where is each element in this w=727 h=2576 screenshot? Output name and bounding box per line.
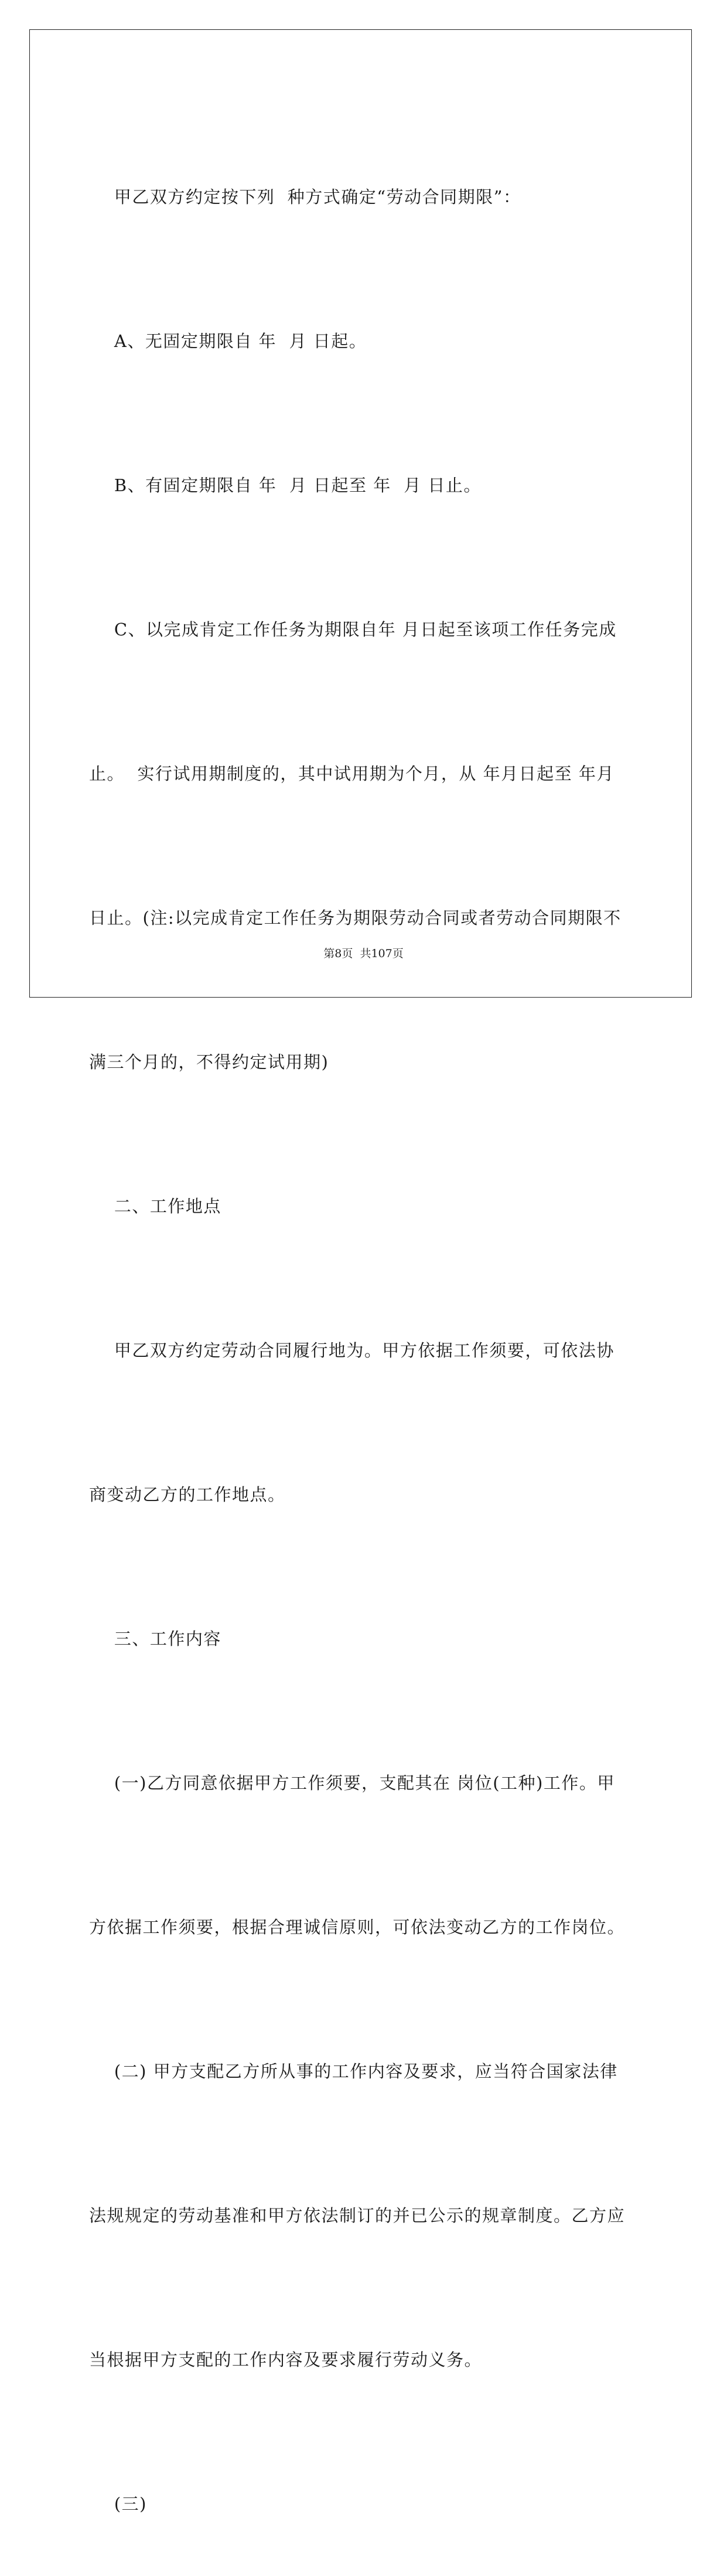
text-line: (一)乙方同意依据甲方工作须要，支配其在 岗位(工种)工作。甲 [89, 1773, 615, 1793]
text-line: 法规规定的劳动基准和甲方依法制订的并已公示的规章制度。乙方应 [89, 2206, 626, 2225]
text-line: (二) 甲方支配乙方所从事的工作内容及要求，应当符合国家法律 [89, 2061, 618, 2081]
text-line: A、无固定期限自 年 月 日起。 [89, 331, 367, 351]
section-heading: 三、工作内容 [89, 1629, 221, 1649]
text-line: 甲乙双方约定劳动合同履行地为。甲方依据工作须要，可依法协 [89, 1340, 615, 1360]
text-line: B、有固定期限自 年 月 日起至 年 月 日止。 [89, 475, 482, 495]
document-body [89, 77, 637, 2576]
text-line: 当根据甲方支配的工作内容及要求履行劳动义务。 [89, 2350, 483, 2370]
text-line: 甲乙双方约定按下列 种方式确定“劳动合同期限”： [89, 187, 521, 207]
text-line: 日止。(注:以完成肯定工作任务为期限劳动合同或者劳动合同期限不 [89, 908, 622, 928]
text-line: 满三个月的，不得约定试用期) [89, 1052, 329, 1072]
text-line: C、以完成肯定工作任务为期限自年 月日起至该项工作任务完成 [89, 620, 617, 639]
section-heading: 二、工作地点 [89, 1196, 221, 1216]
text-line: 止。 实行试用期制度的，其中试用期为个月，从 年月日起至 年月 [89, 764, 615, 784]
page-number-footer: 第8页 共107页 [323, 947, 404, 960]
text-line: 方依据工作须要，根据合理诚信原则，可依法变动乙方的工作岗位。 [89, 1917, 626, 1937]
text-line: (三) [89, 2494, 148, 2514]
text-line: 商变动乙方的工作地点。 [89, 1485, 286, 1505]
